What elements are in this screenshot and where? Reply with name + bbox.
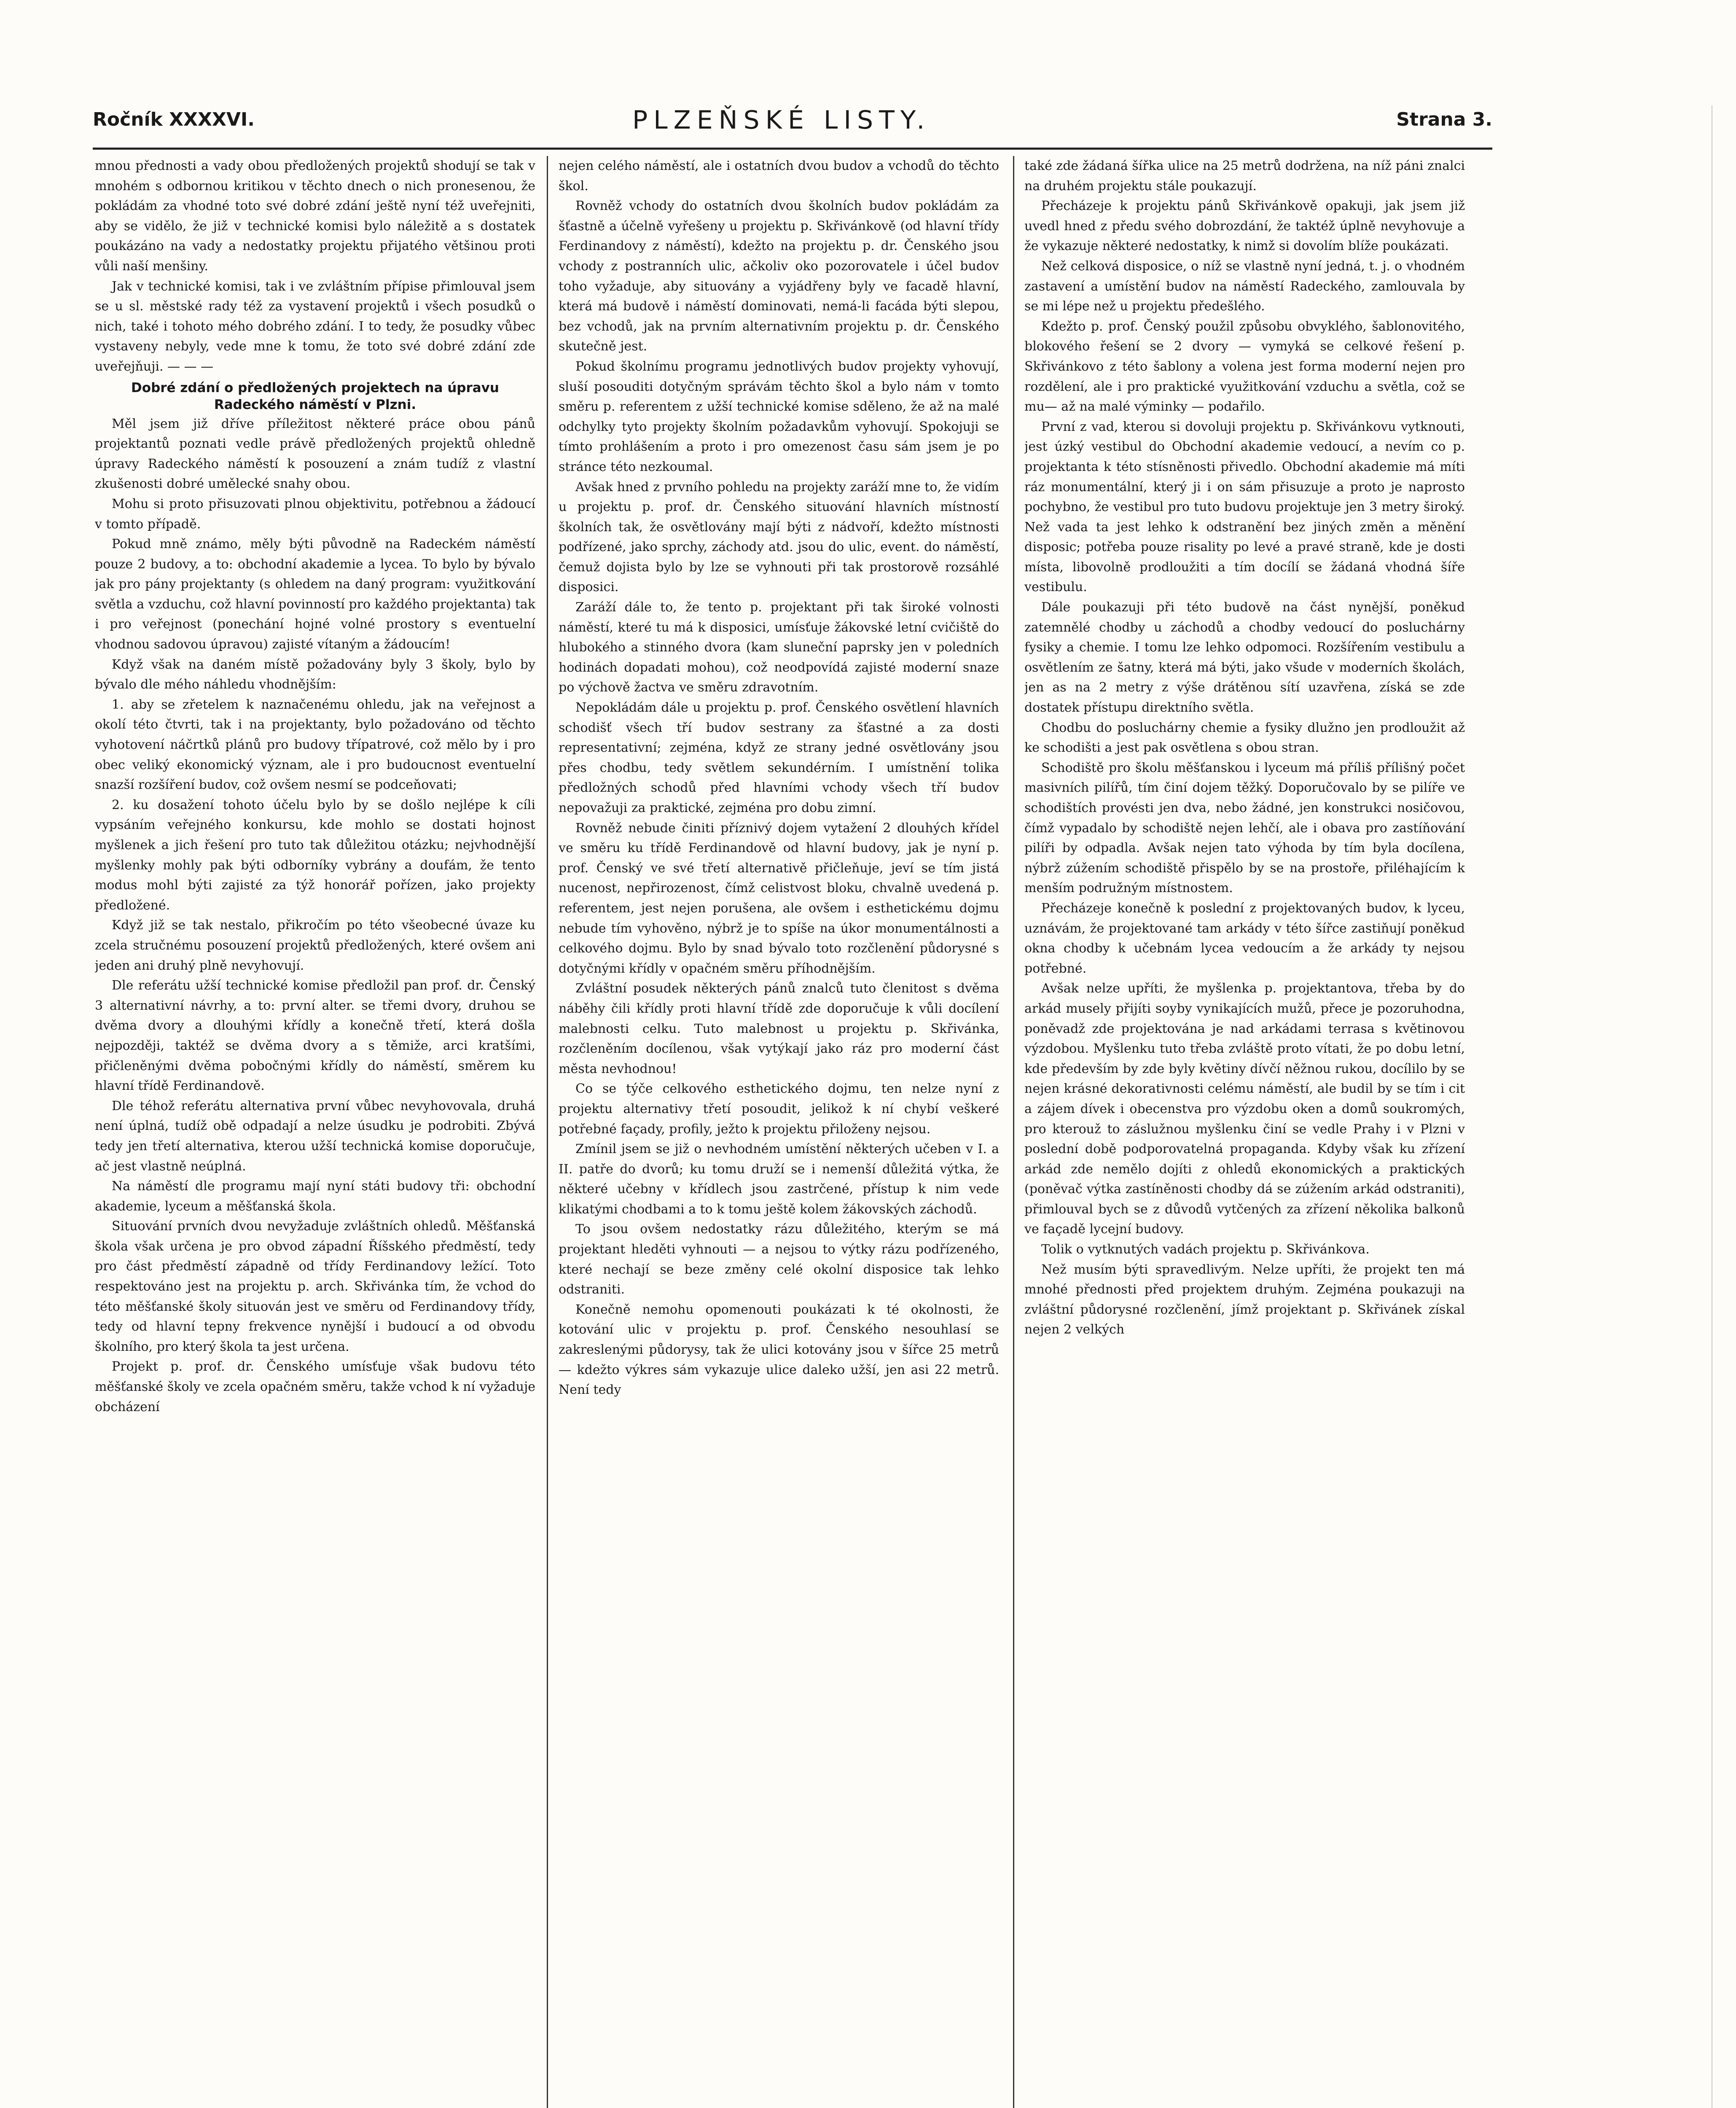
- column-divider: [547, 156, 548, 2108]
- paragraph: 2. ku dosažení tohoto účelu bylo by se došlo nejlépe k cíli vypsáním veřejného konkursu, kde mohlo se dostati hojnost myšlenek a jich řešení pro tuto tak důležitou otázku; nejvhodnější myšlenky mohly pak býti odborníky vybrány a doufám, že tento modus mohl býti zajisté za týž honorář pořízen, jako projekty předložené.: [95, 797, 535, 913]
- paragraph: Konečně nemohu opomenouti poukázati k té okolnosti, že kotování ulic v projektu p. prof. Čenského nesouhlasí se zakreslenými půdorysy, tak že ulici kotovány jsou v šířce 25 metrů — kdežto výkres sám vykazuje ulice daleko užší, jen asi 22 metrů. Není tedy: [559, 1302, 999, 1398]
- paragraph: Dále poukazuji při této budově na část nynější, poněkud zatemnělé chodby u záchodů a chodby vedoucí do posluchárny fysiky a chemie. I tomu lze lehko odpomoci. Rozšířením vestibulu a osvětlením ze šatny, která má býti, jako všude v moderních školách, jen as na 2 metry z výše drátěnou sítí uzavřena, získá se zde dostatek přístupu direktního světla.: [1024, 600, 1465, 715]
- paragraph: Rovněž nebude činiti příznivý dojem vytažení 2 dlouhých křídel ve směru ku třídě Ferdinandově od hlavní budovy, jak je nyní p. prof. Čenský ve své třetí alternativě přičleňuje, jeví se tím jistá nucenost, nepřirozenost, čímž celistvost bloku, chvalně uvedená p. referentem, jest nejen porušena, ale ovšem i esthetickému dojmu nebude tím vyhověno, nýbrž je to spíše na úkor monumentálnosti a celkového dojmu. Bylo by snad bývalo toto rozčlenění půdorysné s dotyčnými křídly v opačném směru příhodnějším.: [559, 820, 999, 976]
- masthead-title: PLZEŇSKÉ LISTY.: [632, 105, 931, 135]
- paragraph: Přecházeje k projektu pánů Skřivánkově opakuji, jak jsem již uvedl hned z předu svého dobrozdání, že taktéž úplně nevyhovuje a že vykazuje některé nedostatky, k nimž si dovolím blíže poukázati.: [1024, 199, 1465, 254]
- paragraph: Projekt p. prof. dr. Čenského umísťuje však budovu této měšťanské školy ve zcela opačném směru, takže vchod k ní vyžaduje obcházení: [95, 1359, 535, 1414]
- page-edge-shadow: [1712, 105, 1725, 2108]
- section-heading: Dobré zdání o předložených projektech na úpravu Radeckého náměstí v Plzni.: [131, 380, 499, 412]
- paragraph: Než celková disposice, o níž se vlastně nyní jedná, t. j. o vhodném zastavení a umístění budov na náměstí Radeckého, zamlouvala by se mi lépe než u projektu předešlého.: [1024, 258, 1465, 314]
- paragraph: Avšak nelze upříti, že myšlenka p. projektantova, třeba by do arkád musely přijíti soyby vynikajících mužů, přece je pozoruhodna, poněvadž zde projektována je nad arkádami terrasa s květinovou výzdobou. Myšlenku tuto třeba zvláště proto vítati, že po dobu letní, kde především by zde byly květiny dívčí něžnou rukou, docílilo by se nejen krásné dekorativnosti celému náměstí, ale budil by se tím i cit a zájem dívek i obecenstva pro výzdobu oken a domů soukromých, pro kterouž to záslužnou myšlenku činí se vedle Prahy i v Plzni v poslední době podporovatelná propaganda. Kdyby však ku zřízení arkád zde nemělo dojíti z ohledů ekonomických a praktických (poněvač výtka zastíněnosti chodby dá se zúžením arkád odstraniti), přimlouval bych se z důvodů vytčených za zřízení několika balkonů ve façadě lycejní budovy.: [1024, 981, 1465, 1237]
- paragraph: Tolik o vytknutých vadách projektu p. Skřivánkova.: [1041, 1242, 1370, 1257]
- paragraph: První z vad, kterou si dovoluji projektu p. Skřivánkovu vytknouti, jest úzký vestibul do Obchodní akademie vedoucí, a nevím co p. projektanta k této stísněnosti přivedlo. Obchodní akademie má míti ráz monumentální, který ji i on sám přisuzuje a proto je naprosto pochybno, že vestibul pro tuto budovu projektuje jen 3 metry široký. Než vada ta jest lehko k odstranění bez jiných změn a měnění disposic; potřeba pouze risality po levé a pravé straně, kde je dosti místa, libovolně prodloužiti a tím docílí se žádaná vhodná šíře vestibulu.: [1024, 419, 1465, 595]
- paragraph: Kdežto p. prof. Čenský použil způsobu obvyklého, šablonovitého, blokového řešení se 2 dvory — vymyká se celkové řešení p. Skřivánkovo z této šablony a volena jest forma moderní nejen pro rozdělení, ale i pro praktické využitkování vzduchu a světla, což se mu— až na malé výminky — podařilo.: [1024, 319, 1465, 414]
- paragraph: Pokud školnímu programu jednotlivých budov projekty vyhovují, sluší posouditi dotyčným správám těchto škol a bylo nám v tomto směru p. referentem z užší technické komise sděleno, že až na malé odchylky tyto projekty školním požadavkům vyhovují. Spokojuji se tímto prohlášením a proto i pro omezenost času sám jsem je po stránce této nezkoumal.: [559, 359, 999, 474]
- paragraph: Zaráží dále to, že tento p. projektant při tak široké volnosti náměstí, které tu má k disposici, umísťuje žákovské letní cvičiště do hlubokého a stinného dvora (kam sluneční paprsky jen v poledních hodinách dopadati mohou), což neodpovídá zajisté moderní snaze po výchově žactva ve směru zdravotním.: [559, 600, 999, 695]
- column-2: [559, 156, 999, 2108]
- paragraph: Dle téhož referátu alternativa první vůbec nevyhovovala, druhá není úplná, tudíž obě odpadají a nelze úsudku je podrobiti. Zbývá tedy jen třetí alternativa, kterou užší technická komise doporučuje, ač jest vlastně neúplná.: [95, 1098, 535, 1174]
- paragraph: Než musím býti spravedlivým. Nelze upříti, že projekt ten má mnohé přednosti před projektem druhým. Zejména poukazuji na zvláštní půdorysné rozčlenění, jímž projektant p. Skřivánek získal nejen 2 velkých: [1024, 1262, 1465, 1337]
- paragraph: Avšak hned z prvního pohledu na projekty zaráží mne to, že vidím u projektu p. prof. dr. Čenského situování hlavních místností školních tak, že osvětlovány mají býti z nádvoří, kdežto místnosti podřízené, jako sprchy, záchody atd. jsou do ulic, event. do náměstí, čemuž dojista bylo by lze se vyhnouti při tak prostorově rozsáhlé disposici.: [559, 479, 999, 595]
- paragraph: nejen celého náměstí, ale i ostatních dvou budov a vchodů do těchto škol.: [559, 159, 999, 194]
- paragraph: Přecházeje konečně k poslední z projektovaných budov, k lyceu, uznávám, že projektované tam arkády v této šířce zastiňují poněkud okna chodby k učebnám lycea vedoucím a že arkády ty nejsou potřebné.: [1024, 901, 1465, 976]
- column-divider: [1013, 156, 1014, 2108]
- paragraph: také zde žádaná šířka ulice na 25 metrů dodržena, na níž páni znalci na druhém projektu stále poukazují.: [1024, 159, 1465, 194]
- volume-label: Ročník XXXXVI.: [93, 109, 255, 130]
- paragraph: Dle referátu užší technické komise předložil pan prof. dr. Čenský 3 alternativní návrhy, a to: první alter. se třemi dvory, druhou se dvěma dvory a dlouhými křídly a konečně třetí, která došla nejpozději, taktéž se dvěma dvory a s těmiže, arci kratšími, přičleněnými dvěma pobočnými křídly do náměstí, směrem ku hlavní třídě Ferdinandově.: [95, 978, 535, 1094]
- paragraph: Schodiště pro školu měšťanskou i lyceum má příliš přílišný počet masivních pilířů, tím činí dojem těžký. Doporučovalo by se pilíře ve schodištích provésti jen dva, nebo žádné, jen konstrukci nosičovou, čímž vypadalo by schodiště nejen lehčí, ale i obava pro zastíňování pilíři by odpadla. Avšak nejen tato výhoda by tím byla docílena, nýbrž zúžením schodiště přispělo by se na prostoře, přiléhajícím k menším podružným místnostem.: [1024, 760, 1465, 896]
- paragraph: Rovněž vchody do ostatních dvou školních budov pokládám za šťastně a účelně vyřešeny u projektu p. Skřivánkově (od hlavní třídy Ferdinandovy z náměstí), kdežto na projektu p. dr. Čenského jsou vchody z postranních ulic, ačkoliv oko pozorovatele i účel budov toho vyžaduje, aby situovány a vyjádřeny byly ve facadě hlavní, která má budově i náměstí dominovati, nemá-li facáda býti slepou, bez vchodů, jak na prvním alternativním projektu p. dr. Čenského skutečně jest.: [559, 199, 999, 354]
- paragraph: To jsou ovšem nedostatky rázu důležitého, kterým se má projektant hleděti vyhnouti — a nejsou to výtky rázu podřízeného, které nechají se beze změny celé okolní disposice tak lehko odstraniti.: [559, 1222, 999, 1297]
- column-1: [95, 156, 535, 2108]
- paragraph: Situování prvních dvou nevyžaduje zvláštních ohledů. Měšťanská škola však určena je pro obvod západní Říšského předměstí, tedy pro část předměstí západně od třídy Ferdinandovy ležící. Toto respektováno jest na projektu p. arch. Skřivánka tím, že vchod do této měšťanské školy situován jest ve směru od Ferdinandovy třídy, tedy od hlavní tepny frekvence nynější i budoucí a od obvodu školního, pro který škola ta jest určena.: [95, 1219, 535, 1354]
- paragraph: Měl jsem již dříve příležitost některé práce obou pánů projektantů poznati vedle právě předložených projektů ohledně úpravy Radeckého náměstí k posouzení a znám tudíž z vlastní zkušenosti dobré umělecké snahy obou.: [95, 416, 535, 492]
- paragraph: Pokud mně známo, měly býti původně na Radeckém náměstí pouze 2 budovy, a to: obchodní akademie a lycea. To bylo by bývalo jak pro pány projektanty (s ohledem na daný program: využitkování světla a vzduchu, což hlavní povinností pro každého projektanta) tak i pro veřejnost (ponechání hojné volné prostory s eventuelní vhodnou sadovou úpravou) zajisté vítaným a žádoucím!: [95, 537, 535, 652]
- paragraph: Zvláštní posudek některých pánů znalců tuto členitost s dvěma náběhy čili křídly proti hlavní třídě zde doporučuje k vůli docílení malebnosti celku. Tuto malebnost u projektu p. Skřivánka, rozčleněním docílenou, však vytýkají jako ráz pro moderní část města nevhodnou!: [559, 981, 999, 1076]
- paragraph: Jak v technické komisi, tak i ve zvláštním přípise přimlouval jsem se u sl. městské rady též za vystavení projektů i všech posudků o nich, také i tohoto mého dobrého zdání. I to tedy, že posudky vůbec vystaveny nebyly, vede mne k tomu, že toto své dobré zdání zde uveřejňuji. — — —: [95, 279, 535, 374]
- column-3: [1024, 156, 1465, 2108]
- paragraph: Zmínil jsem se již o nevhodném umístění některých učeben v I. a II. patře do dvorů; ku tomu druží se i nemenší důležitá výtka, že některé učebny v křídlech jsou zastrčené, přístup k nim vede klikatými chodbami a to k tomu ještě kolem žákovských záchodů.: [559, 1142, 999, 1217]
- paragraph: Na náměstí dle programu mají nyní státi budovy tři: obchodní akademie, lyceum a měšťanská škola.: [95, 1179, 535, 1214]
- paragraph: Když již se tak nestalo, přikročím po této všeobecné úvaze ku zcela stručnému posouzení projektů předložených, které ovšem ani jeden ani druhý plně nevyhovují.: [95, 918, 535, 973]
- page-number: Strana 3.: [1396, 109, 1492, 130]
- paragraph: Chodbu do posluchárny chemie a fysiky dlužno jen prodloužit až ke schodišti a jest pak osvětlena s obou stran.: [1024, 720, 1465, 756]
- page-header: [93, 105, 1492, 143]
- paragraph: Když však na daném místě požadovány byly 3 školy, bylo by bývalo dle mého náhledu vhodnějším:: [95, 657, 535, 692]
- paragraph: Nepokládám dále u projektu p. prof. Čenského osvětlení hlavních schodišť všech tří budov sestrany za šťastné a za dosti representativní; zejména, když ze strany jedné osvětlovány jsou přes chodbu, tedy světlem sekundérním. I umístnění tolika předložných schodů před hlavními vchody všech tří budov nepovažuji za praktické, zejména pro dobu zimní.: [559, 700, 999, 815]
- paragraph: Mohu si proto přisuzovati plnou objektivitu, potřebnou a žádoucí v tomto případě.: [95, 496, 535, 532]
- header-rule: [93, 148, 1492, 150]
- paragraph: Co se týče celkového esthetického dojmu, ten nelze nyní z projektu alternativy třetí posoudit, jelikož k ní chybí veškeré potřebné façady, profily, ježto k projektu přiloženy nejsou.: [559, 1081, 999, 1137]
- paragraph: 1. aby se zřetelem k naznačenému ohledu, jak na veřejnost a okolí této čtvrti, tak i na projektanty, bylo požadováno od těchto vyhotovení náčrtků plánů pro budovy třípatrové, což mělo by i pro obec veliký ekonomický význam, ale i pro budoucnost eventuelní snazší rozšíření budov, což ovšem nesmí se podceňovati;: [95, 697, 535, 793]
- paragraph: mnou přednosti a vady obou předložených projektů shodují se tak v mnohém s odbornou kritikou v těchto dnech o nich pronesenou, že pokládám za vhodné toto své dobré zdání ještě nyní též uveřejniti, aby se vidělo, že již v technické komisi bylo náležitě a s dostatek poukázáno na vady a nedostatky projektu přijatého většinou proti vůli naší menšiny.: [95, 159, 535, 274]
